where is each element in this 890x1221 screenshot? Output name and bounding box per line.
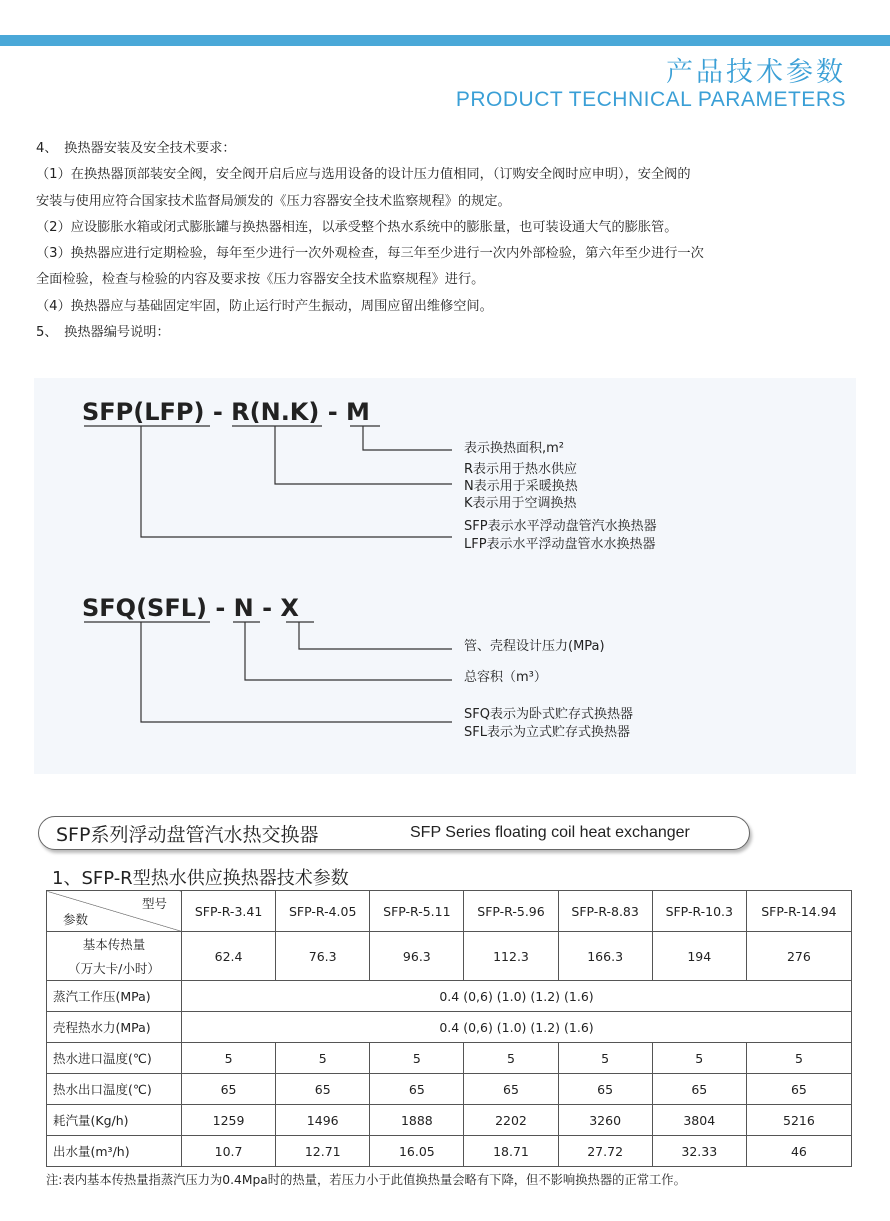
table-cell: 65: [276, 1074, 370, 1105]
code1-k-desc: K表示用于空调换热: [464, 496, 577, 511]
table-cell: 5: [182, 1043, 276, 1074]
table-cell-merged: 0.4 (0,6) (1.0) (1.2) (1.6): [182, 1012, 852, 1043]
req-p4: （4）换热器应与基础固定牢固，防止运行时产生振动，周围应留出维修空间。: [36, 298, 493, 314]
table-cell: 276: [746, 932, 851, 981]
code2-sfl-desc: SFL表示为立式贮存式换热器: [464, 725, 630, 740]
table-cell: 5: [276, 1043, 370, 1074]
req-item-4: 4、 换热器安装及安全技术要求：: [36, 141, 236, 156]
table-footnote: 注:表内基本传热量指蒸汽压力为0.4Mpa时的热量，若压力小于此值换热量会略有下降，但不影响换热器的正常工作。: [46, 1173, 686, 1187]
table-cell: 65: [558, 1074, 652, 1105]
table-cell: 3260: [558, 1105, 652, 1136]
table-cell: 1259: [182, 1105, 276, 1136]
table-row: [47, 981, 852, 1012]
row-label-water-output: 出水量(m³/h): [47, 1136, 182, 1167]
table-title: 1、SFP-R型热水供应换热器技术参数: [52, 868, 349, 889]
table-corner-cell: [47, 891, 182, 932]
table-cell: 112.3: [464, 932, 558, 981]
req-p1b: 安装与使用应符合国家技术监督局颁发的《压力容器安全技术监察规程》的规定。: [36, 193, 511, 209]
table-cell-merged: 0.4 (0,6) (1.0) (1.2) (1.6): [182, 981, 852, 1012]
code1-label: SFP(LFP) - R(N.K) - M: [82, 398, 370, 426]
code1-n-desc: N表示用于采暖换热: [464, 479, 578, 494]
model-header: SFP-R-14.94: [746, 891, 851, 932]
table-cell: 12.71: [276, 1136, 370, 1167]
table-row: [47, 1043, 852, 1074]
table-cell: 1888: [370, 1105, 464, 1136]
table-row: [47, 1136, 852, 1167]
page-title-en: PRODUCT TECHNICAL PARAMETERS: [455, 88, 846, 111]
table-cell: 5: [464, 1043, 558, 1074]
req-p3b: 全面检验，检查与检验的内容及要求按《压力容器安全技术监察规程》进行。: [36, 272, 485, 288]
table-row: [47, 932, 852, 981]
req-item-5: 5、 换热器编号说明：: [36, 325, 170, 341]
table-cell: 5: [652, 1043, 746, 1074]
model-code-diagram: [34, 378, 856, 774]
table-cell: 18.71: [464, 1136, 558, 1167]
table-cell: 62.4: [182, 932, 276, 981]
table-cell: 5: [558, 1043, 652, 1074]
req-p3a: （3）换热器应进行定期检验，每年至少进行一次外观检查，每三年至少进行一次内外部检验，第六年至少进行一次: [36, 246, 704, 262]
req-p2: （2）应设膨胀水箱或闭式膨胀罐与换热器相连，以承受整个热水系统中的膨胀量，也可装设通大气的膨胀管。: [36, 219, 678, 235]
model-header: SFP-R-4.05: [276, 891, 370, 932]
table-cell: 2202: [464, 1105, 558, 1136]
model-code-svg: [34, 378, 856, 774]
code1-lfp-desc: LFP表示水平浮动盘管水水换热器: [464, 537, 656, 552]
series-title-en: SFP Series floating coil heat exchanger: [410, 824, 690, 841]
code2-n-desc: 总容积（m³）: [464, 670, 547, 685]
row-label-outlet-temp: 热水出口温度(℃): [47, 1074, 182, 1105]
row-label-shell-pressure: 壳程热水力(MPa): [47, 1012, 182, 1043]
series-title-cn: SFP系列浮动盘管汽水热交换器: [56, 824, 319, 846]
row-label-steam-pressure: 蒸汽工作压(MPa): [47, 981, 182, 1012]
table-cell: 1496: [276, 1105, 370, 1136]
code2-label: SFQ(SFL) - N - X: [82, 594, 299, 622]
model-header: SFP-R-5.11: [370, 891, 464, 932]
corner-param-label: 参数: [63, 912, 89, 927]
table-row: [47, 1074, 852, 1105]
table-cell: 65: [746, 1074, 851, 1105]
table-row: [47, 1012, 852, 1043]
table-cell: 27.72: [558, 1136, 652, 1167]
table-cell: 5: [370, 1043, 464, 1074]
table-cell: 65: [370, 1074, 464, 1105]
table-cell: 65: [652, 1074, 746, 1105]
page-title-cn: 产品技术参数: [666, 57, 846, 88]
table-cell: 166.3: [558, 932, 652, 981]
model-header: SFP-R-8.83: [558, 891, 652, 932]
code1-r-desc: R表示用于热水供应: [464, 462, 578, 477]
top-accent-bar: [0, 35, 890, 46]
table-cell: 5: [746, 1043, 851, 1074]
row-label-inlet-temp: 热水进口温度(℃): [47, 1043, 182, 1074]
table-cell: 65: [464, 1074, 558, 1105]
table-cell: 194: [652, 932, 746, 981]
table-cell: 10.7: [182, 1136, 276, 1167]
model-header: SFP-R-10.3: [652, 891, 746, 932]
req-p1a: （1）在换热器顶部装安全阀，安全阀开启后应与选用设备的设计压力值相同，（订购安全阀时应申明），安全阀的: [36, 167, 691, 183]
corner-model-label: 型号: [141, 896, 167, 911]
code2-x-desc: 管、壳程设计压力(MPa): [464, 639, 605, 654]
code1-m-desc: 表示换热面积,m²: [464, 441, 565, 456]
spec-table: [46, 890, 852, 1167]
table-cell: 5216: [746, 1105, 851, 1136]
heat-label-line1: 基本传热量: [82, 937, 146, 952]
model-header: SFP-R-5.96: [464, 891, 558, 932]
table-row: [47, 1105, 852, 1136]
model-header: SFP-R-3.41: [182, 891, 276, 932]
row-label-heat: [47, 932, 182, 981]
row-label-steam-use: 耗汽量(Kg/h): [47, 1105, 182, 1136]
heat-label-line2: （万大卡/小时）: [68, 961, 160, 976]
table-header-row: [47, 891, 852, 932]
table-cell: 16.05: [370, 1136, 464, 1167]
installation-requirements: [36, 136, 856, 346]
code2-sfq-desc: SFQ表示为卧式贮存式换热器: [464, 707, 633, 722]
table-cell: 32.33: [652, 1136, 746, 1167]
table-cell: 46: [746, 1136, 851, 1167]
table-cell: 96.3: [370, 932, 464, 981]
table-cell: 3804: [652, 1105, 746, 1136]
code1-sfp-desc: SFP表示水平浮动盘管汽水换热器: [464, 519, 657, 534]
table-cell: 65: [182, 1074, 276, 1105]
table-cell: 76.3: [276, 932, 370, 981]
